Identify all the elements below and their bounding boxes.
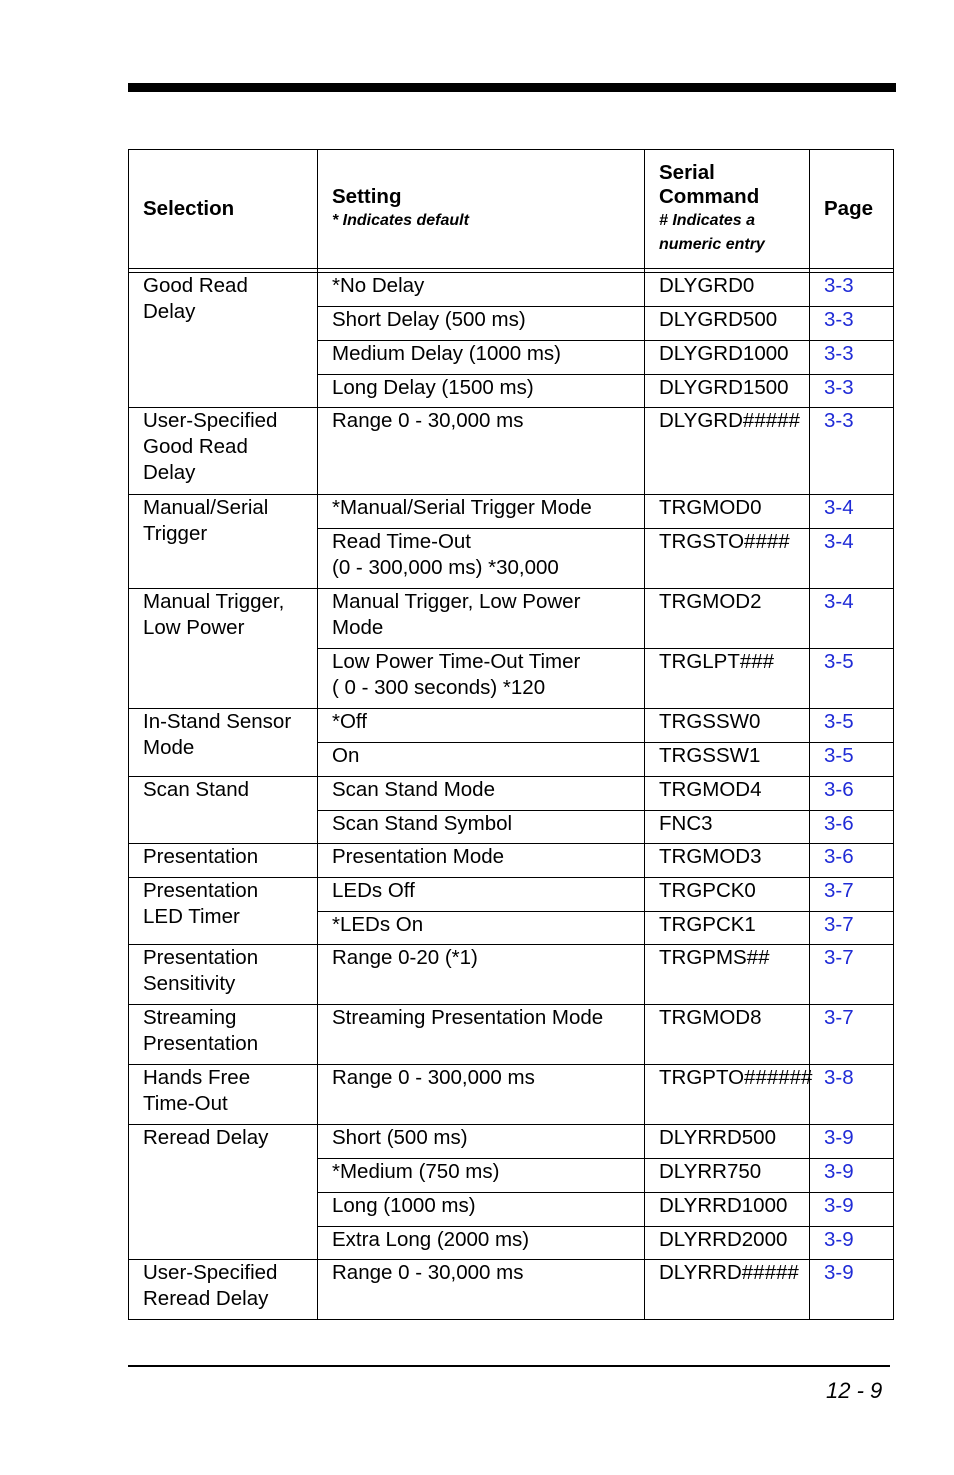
table-row [129, 273, 894, 307]
page-link[interactable]: 3-5 [810, 649, 894, 709]
cell-line: Presentation [143, 845, 259, 868]
table-header [129, 150, 894, 269]
cell-line: *Manual/Serial Trigger Mode [332, 496, 592, 519]
page-number: 12 - 9 [826, 1378, 883, 1403]
cell-line: On [332, 744, 360, 767]
selection-cell [129, 844, 318, 878]
cell-line: LED Timer [143, 905, 240, 928]
cell-line: Short Delay (500 ms) [332, 308, 526, 331]
cell-line: Long Delay (1500 ms) [332, 376, 534, 399]
page-link[interactable]: 3-3 [810, 273, 894, 307]
setting-cell [318, 375, 645, 408]
cell-line: Time-Out [143, 1092, 228, 1115]
table-row [129, 1065, 894, 1125]
cell-line: Scan Stand Symbol [332, 812, 513, 835]
selection-cell [129, 777, 318, 844]
setting-cell [318, 878, 645, 912]
footer-rule [128, 1365, 890, 1367]
cell-line: Medium Delay (1000 ms) [332, 342, 561, 365]
serial-command-cell: DLYRRD2000 [645, 1227, 810, 1260]
cell-line: Reread Delay [143, 1287, 269, 1310]
page-link[interactable]: 3-7 [810, 878, 894, 912]
serial-command-cell: DLYGRD500 [645, 307, 810, 341]
cell-line: Low Power [143, 616, 245, 639]
cell-line: Read Time-Out [332, 530, 471, 553]
page-link[interactable]: 3-6 [810, 844, 894, 878]
selection-cell [129, 273, 318, 408]
cell-line: Range 0 - 30,000 ms [332, 409, 524, 432]
table-row [129, 709, 894, 743]
selection-cell [129, 709, 318, 777]
setting-cell [318, 1260, 645, 1320]
cell-line: Good Read [143, 274, 248, 297]
header-serial-command: Serial Command # Indicates a numeric entry [645, 150, 810, 269]
cell-line: ( 0 - 300 seconds) *120 [332, 676, 546, 699]
page-link[interactable]: 3-7 [810, 945, 894, 1005]
cell-line: Presentation [143, 946, 259, 969]
serial-command-cell: FNC3 [645, 811, 810, 844]
serial-command-cell: DLYRRD500 [645, 1125, 810, 1159]
setting-cell [318, 709, 645, 743]
page-link[interactable]: 3-7 [810, 1005, 894, 1065]
serial-command-cell: TRGPCK0 [645, 878, 810, 912]
serial-command-cell: TRGMOD0 [645, 495, 810, 529]
cell-line: Delay [143, 300, 196, 323]
header-selection: Selection [129, 150, 318, 269]
cell-line: User-Specified [143, 1261, 278, 1284]
cell-line: Range 0 - 300,000 ms [332, 1066, 535, 1089]
setting-cell [318, 495, 645, 529]
cell-line: LEDs Off [332, 879, 415, 902]
cell-line: Scan Stand [143, 778, 249, 801]
page-link[interactable]: 3-4 [810, 529, 894, 589]
page-link[interactable]: 3-9 [810, 1159, 894, 1193]
cell-line: Mode [332, 616, 384, 639]
page-link[interactable]: 3-9 [810, 1227, 894, 1260]
page-link[interactable]: 3-3 [810, 307, 894, 341]
page-link[interactable]: 3-4 [810, 589, 894, 649]
cell-line: Presentation [143, 1032, 259, 1055]
cell-line: (0 - 300,000 ms) *30,000 [332, 556, 559, 579]
table-row [129, 878, 894, 912]
setting-cell [318, 589, 645, 649]
cell-line: Hands Free [143, 1066, 251, 1089]
table-row [129, 777, 894, 811]
table-row [129, 1125, 894, 1159]
page-link[interactable]: 3-6 [810, 777, 894, 811]
table-row [129, 945, 894, 1005]
serial-command-cell: TRGPMS## [645, 945, 810, 1005]
setting-cell [318, 1227, 645, 1260]
header-setting: Setting * Indicates default [318, 150, 645, 269]
setting-cell [318, 945, 645, 1005]
page-link[interactable]: 3-4 [810, 495, 894, 529]
serial-command-cell: DLYGRD##### [645, 408, 810, 495]
selection-cell [129, 1260, 318, 1320]
cell-line: Reread Delay [143, 1126, 269, 1149]
setting-cell [318, 1125, 645, 1159]
cell-line: In-Stand Sensor [143, 710, 292, 733]
header-rule [128, 83, 896, 92]
serial-command-cell: TRGMOD4 [645, 777, 810, 811]
serial-command-cell: TRGMOD8 [645, 1005, 810, 1065]
serial-command-cell: TRGSTO#### [645, 529, 810, 589]
setting-cell [318, 649, 645, 709]
cell-line: Good Read [143, 435, 248, 458]
table-row [129, 589, 894, 649]
cell-line: Presentation Mode [332, 845, 505, 868]
page-link[interactable]: 3-7 [810, 912, 894, 945]
cell-line: *LEDs On [332, 913, 424, 936]
serial-command-cell: TRGSSW0 [645, 709, 810, 743]
setting-cell [318, 1159, 645, 1193]
setting-cell [318, 529, 645, 589]
serial-command-cell: DLYGRD1500 [645, 375, 810, 408]
cell-line: Long (1000 ms) [332, 1194, 476, 1217]
cell-line: *Medium (750 ms) [332, 1160, 500, 1183]
setting-cell [318, 1005, 645, 1065]
table-body [129, 269, 894, 1320]
setting-cell [318, 811, 645, 844]
cell-line: Presentation [143, 879, 259, 902]
cell-line: Manual/Serial [143, 496, 269, 519]
selection-cell [129, 495, 318, 589]
serial-command-cell: TRGLPT### [645, 649, 810, 709]
setting-cell [318, 408, 645, 495]
setting-cell [318, 844, 645, 878]
cell-line: *Off [332, 710, 367, 733]
setting-cell [318, 307, 645, 341]
selection-cell [129, 1125, 318, 1260]
page-link[interactable]: 3-9 [810, 1193, 894, 1227]
cell-line: User-Specified [143, 409, 278, 432]
setting-cell [318, 1065, 645, 1125]
serial-command-table [128, 149, 894, 1320]
selection-cell [129, 1005, 318, 1065]
setting-cell [318, 743, 645, 777]
page-link[interactable]: 3-5 [810, 709, 894, 743]
setting-cell [318, 273, 645, 307]
serial-command-cell: TRGMOD2 [645, 589, 810, 649]
page-link[interactable]: 3-6 [810, 811, 894, 844]
table-row [129, 408, 894, 495]
serial-command-cell: TRGSSW1 [645, 743, 810, 777]
header-page: Page [810, 150, 894, 269]
cell-line: Streaming Presentation Mode [332, 1006, 604, 1029]
cell-line: Manual Trigger, [143, 590, 285, 613]
cell-line: Delay [143, 461, 196, 484]
cell-line: Manual Trigger, Low Power [332, 590, 581, 613]
selection-cell [129, 589, 318, 709]
cell-line: Extra Long (2000 ms) [332, 1228, 530, 1251]
cell-line: Mode [143, 736, 195, 759]
page-link[interactable]: 3-9 [810, 1260, 894, 1320]
setting-cell [318, 1193, 645, 1227]
serial-command-cell: DLYRRD1000 [645, 1193, 810, 1227]
cell-line: Short (500 ms) [332, 1126, 468, 1149]
page-link[interactable]: 3-3 [810, 341, 894, 375]
selection-cell [129, 408, 318, 495]
cell-line: Sensitivity [143, 972, 236, 995]
setting-cell [318, 777, 645, 811]
page-link[interactable]: 3-8 [810, 1065, 894, 1125]
cell-line: Low Power Time-Out Timer [332, 650, 581, 673]
cell-line: Range 0 - 30,000 ms [332, 1261, 524, 1284]
cell-line: Range 0-20 (*1) [332, 946, 478, 969]
selection-cell [129, 878, 318, 945]
cell-line: Streaming [143, 1006, 237, 1029]
cell-line: *No Delay [332, 274, 425, 297]
cell-line: Scan Stand Mode [332, 778, 495, 801]
serial-command-cell: TRGPTO###### [645, 1065, 810, 1125]
table-row [129, 1005, 894, 1065]
serial-command-cell: TRGMOD3 [645, 844, 810, 878]
cell-line: Trigger [143, 522, 208, 545]
table-row [129, 844, 894, 878]
page-link[interactable]: 3-5 [810, 743, 894, 777]
page-link[interactable]: 3-3 [810, 375, 894, 408]
table-row [129, 495, 894, 529]
serial-command-cell: DLYRRD##### [645, 1260, 810, 1320]
table-row [129, 1260, 894, 1320]
serial-command-cell: TRGPCK1 [645, 912, 810, 945]
setting-cell [318, 341, 645, 375]
serial-command-cell: DLYGRD1000 [645, 341, 810, 375]
serial-command-cell: DLYRR750 [645, 1159, 810, 1193]
page-link[interactable]: 3-3 [810, 408, 894, 495]
setting-cell [318, 912, 645, 945]
selection-cell [129, 945, 318, 1005]
serial-command-cell: DLYGRD0 [645, 273, 810, 307]
selection-cell [129, 1065, 318, 1125]
page-link[interactable]: 3-9 [810, 1125, 894, 1159]
